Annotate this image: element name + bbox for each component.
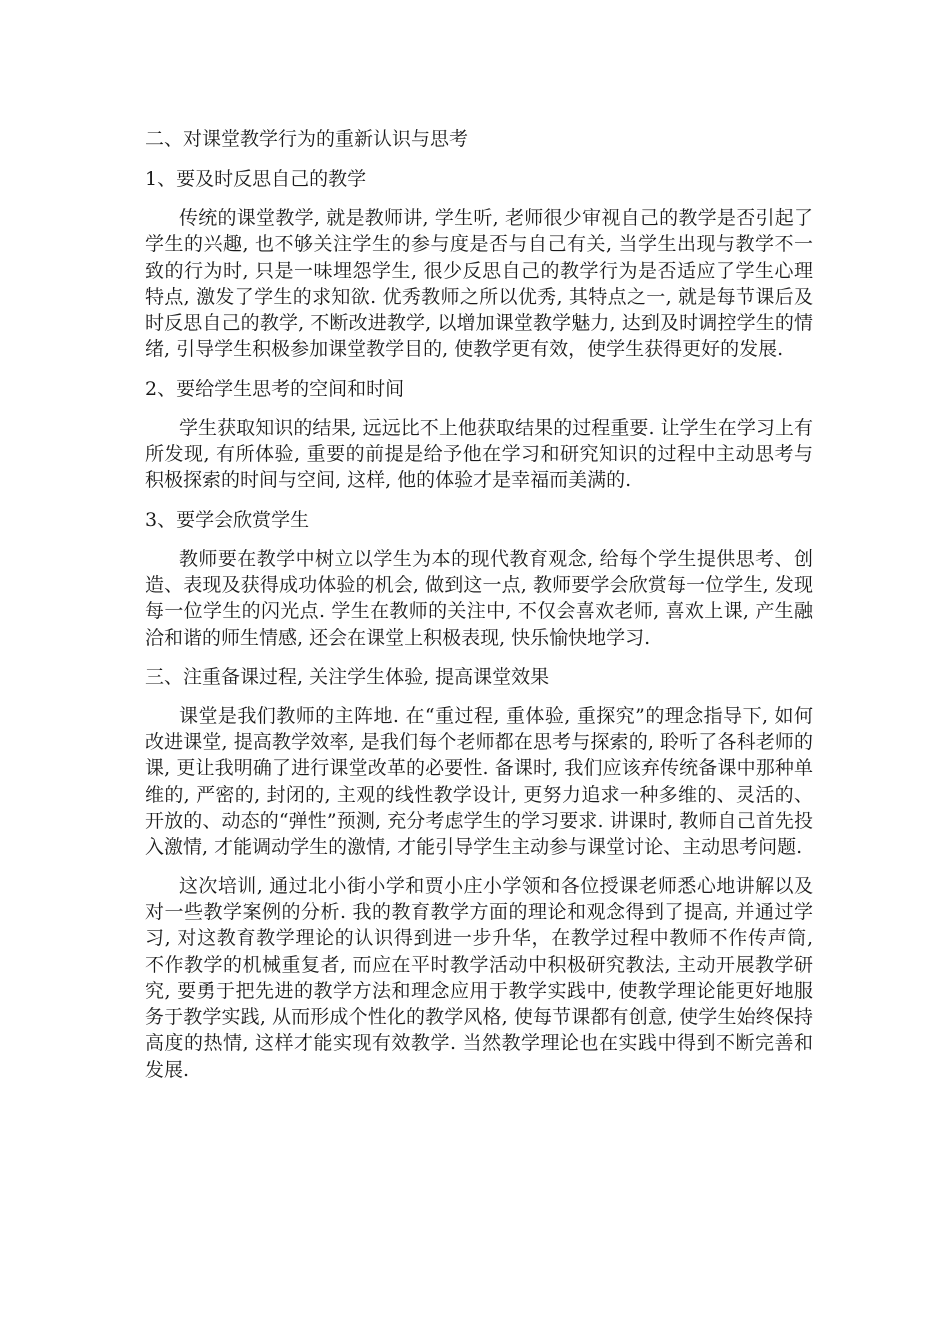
paragraph-thinking-space: 学生获取知识的结果, 远远比不上他获取结果的过程重要. 让学生在学习上有所发现, 有所体验, 重要的前提是给予他在学习和研究知识的过程中主动思考与积极探索的时间与空间, 这样, 他的体验才是幸福而美满的.	[145, 416, 813, 492]
section-heading-reflection: 二、对课堂教学行为的重新认识与思考	[145, 128, 469, 150]
document-page	[145, 125, 813, 1083]
paragraph-appreciate-students: 教师要在教学中树立以学生为本的现代教育观念, 给每个学生提供思考、创造、表现及获得成功体验的机会, 做到这一点, 教师要学会欣赏每一位学生, 发现每一位学生的闪光点. 学生在教师的关注中, 不仅会喜欢老师, 喜欢上课, 产生融洽和谐的师生情感, 还会在课堂上积极表现, 快乐愉快地学习.	[145, 547, 813, 649]
section-heading-lesson-prep: 三、注重备课过程, 关注学生体验, 提高课堂效果	[145, 665, 550, 688]
paragraph-training-summary: 这次培训, 通过北小街小学和贾小庄小学领和各位授课老师悉心地讲解以及对一些教学案例的分析. 我的教育教学方面的理论和观念得到了提高, 并通过学习, 对这教育教学理论的认识得到进一步升华，在教学过程中教师不作传声筒, 不作教学的机械重复者, 而应在平时教学活动中积极研究教法, 主动开展教学研究, 要勇于把先进的教学方法和理念应用于教学实践中, 使教学理论能更好地服务于教学实践, 从而形成个性化的教学风格, 使每节课都有创意, 使学生始终保持高度的热情, 这样才能实现有效教学. 当然教学理论也在实践中得到不断完善和发展.	[145, 874, 813, 1081]
paragraph-lesson-prep: 课堂是我们教师的主阵地. 在“重过程, 重体验, 重探究”的理念指导下, 如何改进课堂, 提高教学效率, 是我们每个老师都在思考与探索的, 聆听了各科老师的课, 更让我明确了进行课堂改革的必要性. 备课时, 我们应该弃传统备课中那种单维的, 严密的, 封闭的, 主观的线性教学设计, 更努力追求一种多维的、灵活的、开放的、动态的“弹性”预测, 充分考虑学生的学习要求. 讲课时, 教师自己首先投入激情, 才能调动学生的激情, 才能引导学生主动参与课堂讨论、主动思考问题.	[145, 704, 813, 859]
paragraph-reflect-teaching: 传统的课堂教学, 就是教师讲, 学生听, 老师很少审视自己的教学是否引起了学生的兴趣, 也不够关注学生的参与度是否与自己有关, 当学生出现与教学不一致的行为时, 只是一味埋怨学生, 很少反思自己的教学行为是否适应了学生心理特点, 激发了学生的求知欲. 优秀教师之所以优秀, 其特点之一, 就是每节课后及时反思自己的教学, 不断改进教学, 以增加课堂教学魅力, 达到及时调控学生的情绪, 引导学生积极参加课堂教学目的, 使教学更有效，使学生获得更好的发展.	[145, 207, 813, 361]
subheading-appreciate-students: 3、要学会欣赏学生	[145, 508, 310, 531]
subheading-thinking-space: 2、要给学生思考的空间和时间	[145, 377, 405, 400]
subheading-reflect-teaching: 1、要及时反思自己的教学	[145, 168, 367, 190]
